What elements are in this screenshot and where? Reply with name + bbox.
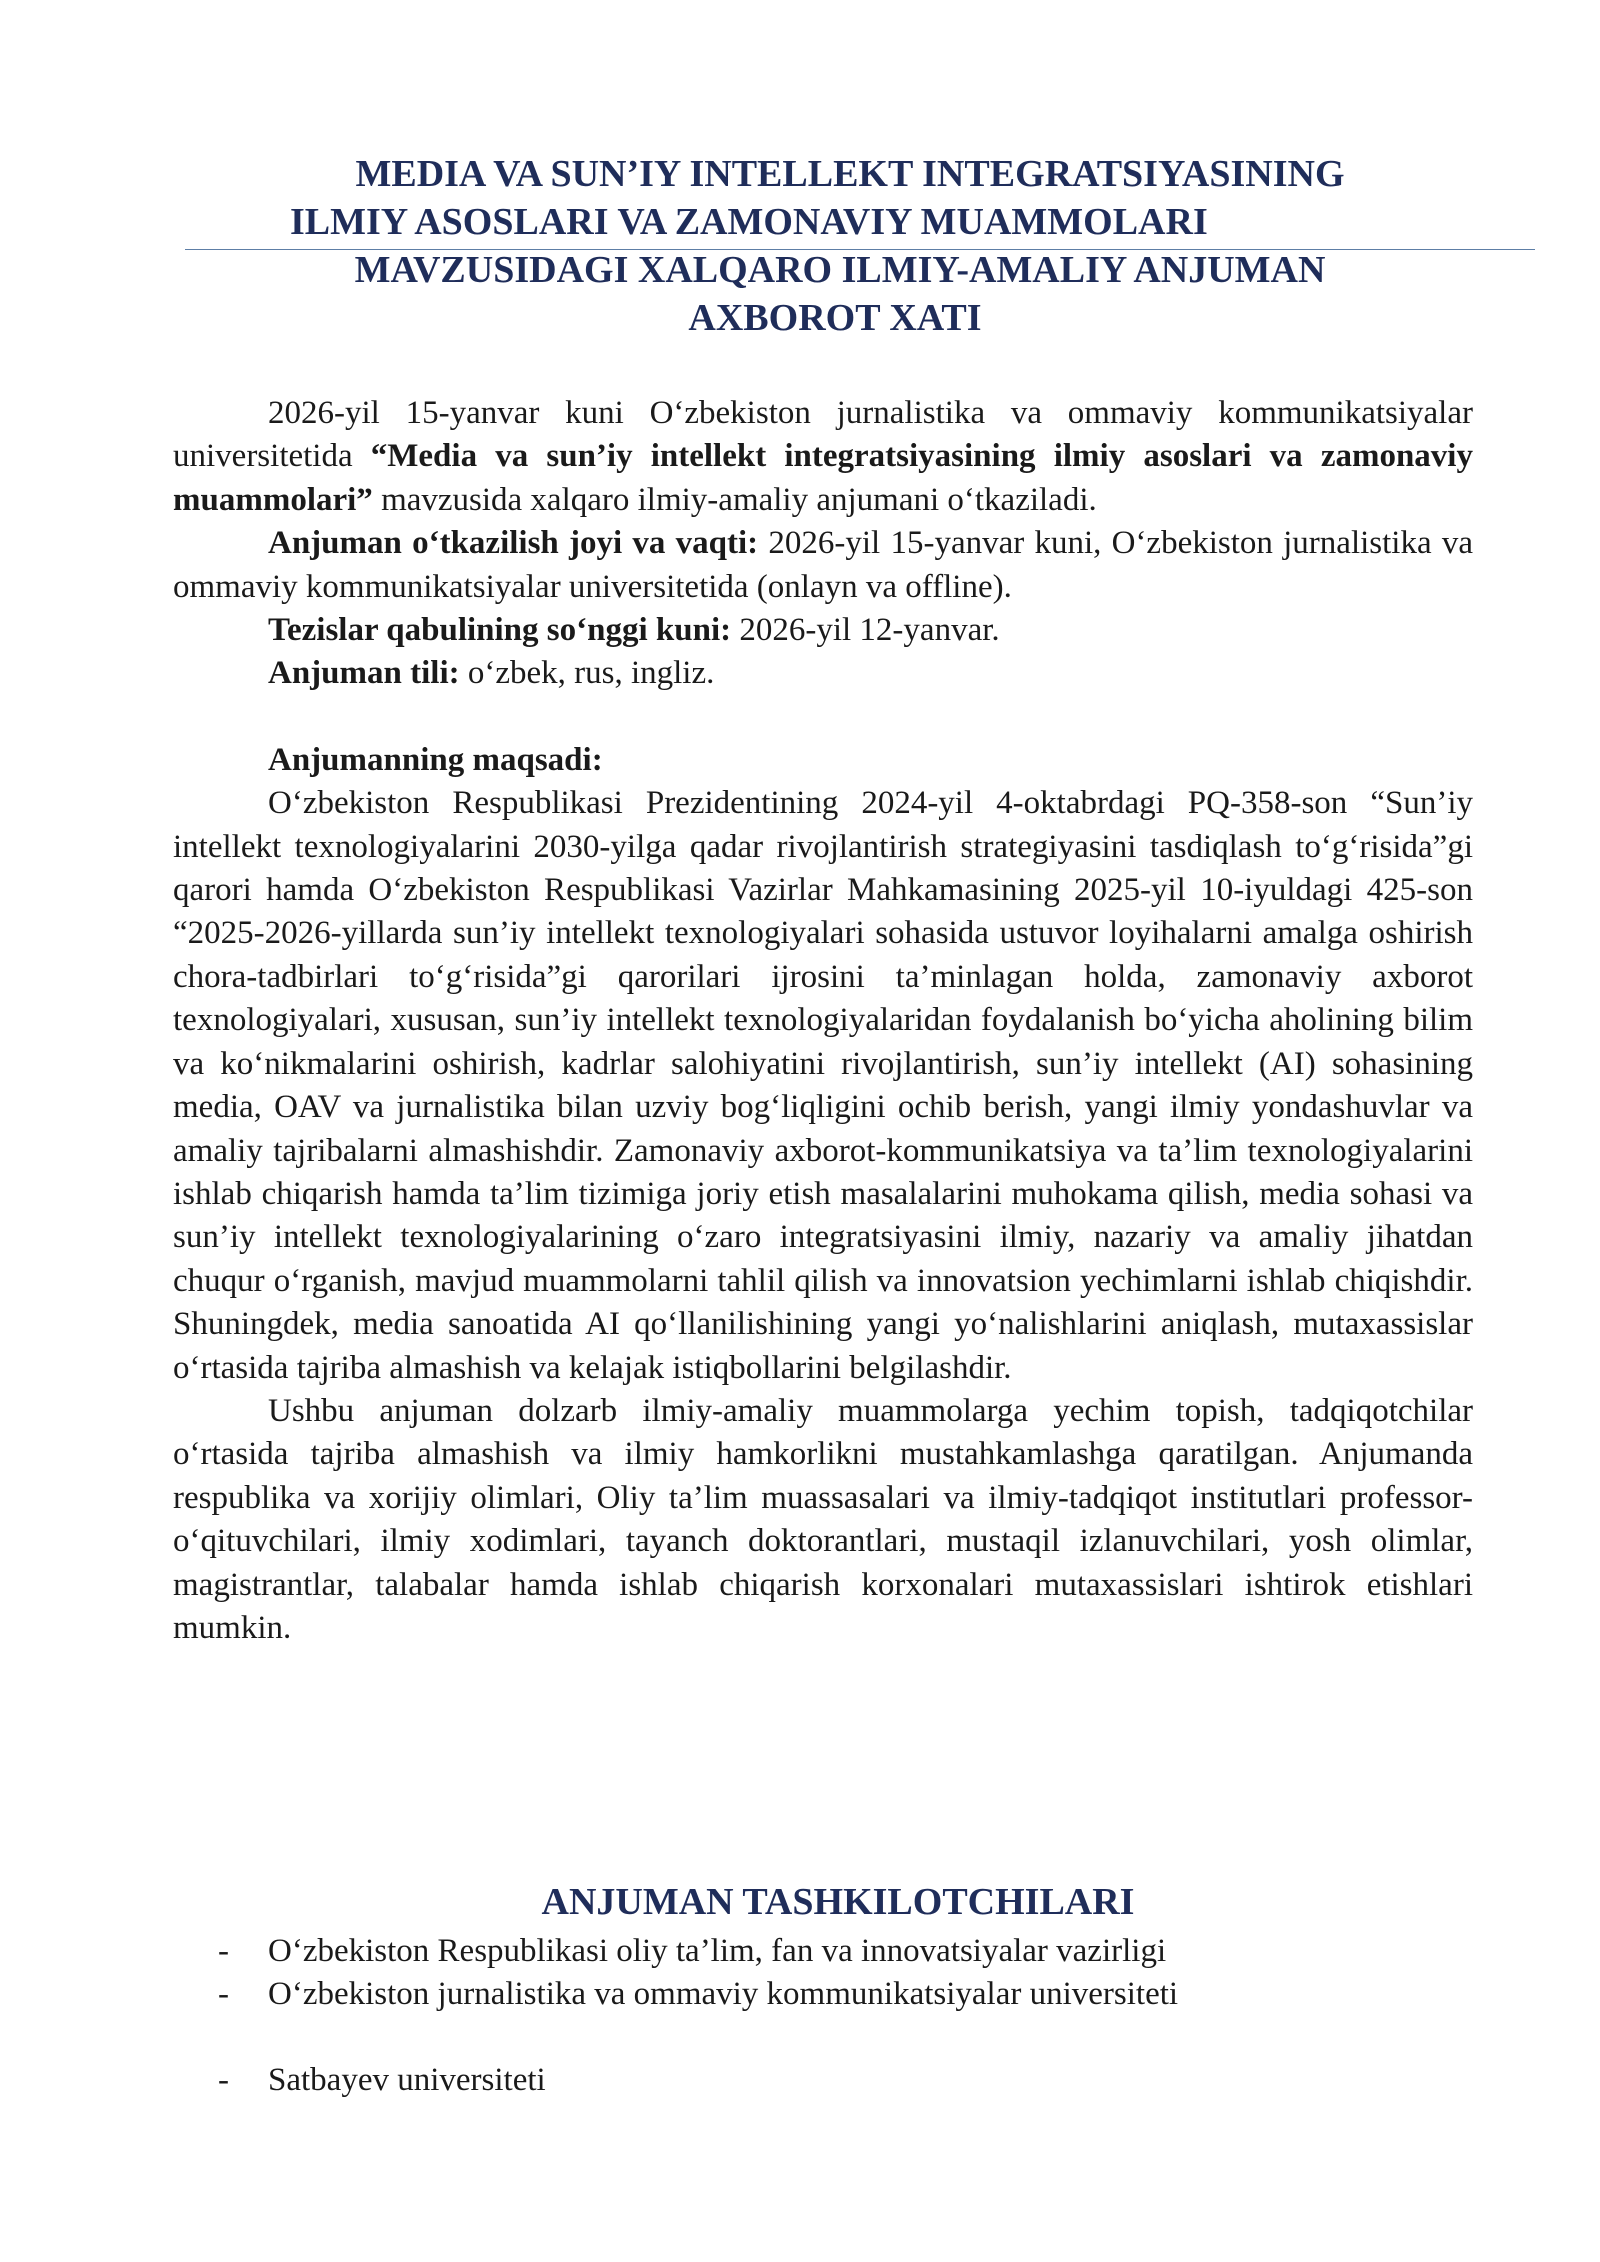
deadline-paragraph	[173, 609, 1473, 652]
title-line-4: AXBOROT XATI	[688, 297, 982, 339]
title-divider	[185, 249, 1535, 250]
title-line-3: MAVZUSIDAGI XALQARO ILMIY-AMALIY ANJUMAN	[354, 249, 1326, 291]
purpose-paragraph-1: O‘zbekiston Respublikasi Prezidentining 2024-yil 4-oktabrdagi PQ-358-son “Sun’iy intellekt texnologiyalarini 2030-yilga qadar rivojlantirish strategiyasini tasdiqlash to‘g‘risida”gi qarori hamda O‘zbekiston Respublikasi Vazirlar Mahkamasining 2025-yil 10-iyuldagi 425-son “2025-2026-yillarda sun’iy intellekt texnologiyalari sohasida ustuvor loyihalarni amalga oshirish chora-tadbirlari to‘g‘risida”gi qarorilari ijrosini ta’minlagan holda, zamonaviy axborot texnologiyalari, xususan, sun’iy intellekt texnologiyalaridan foydalanish bo‘yicha aholining bilim va ko‘nikmalarini oshirish, kadrlar salohiyatini rivojlantirish, sun’iy intellekt (AI) sohasining media, OAV va jurnalistika bilan uzviy bog‘liqligini ochib berish, yangi ilmiy yondashuvlar va amaliy tajribalarni almashishdir. Zamonaviy axborot-kommunikatsiya va ta’lim texnologiyalarini ishlab chiqarish hamda ta’lim tizimiga joriy etish masalalarini muhokama qilish, media sohasi va sun’iy intellekt texnologiyalarining o‘zaro integratsiyasini ilmiy, nazariy va amaliy jihatdan chuqur o‘rganish, mavjud muammolarni tahlil qilish va innovatsion yechimlarni ishlab chiqishdir. Shuningdek, media sanoatida AI qo‘llanilishining yangi yo‘nalishlarini aniqlash, mutaxassislar o‘rtasida tajriba almashish va kelajak istiqbollarini belgilashdir.	[173, 785, 1473, 1386]
language-paragraph	[173, 652, 1473, 695]
organizer-name: Satbayev universiteti	[268, 2062, 546, 2098]
intro-text-before: 2026-yil 15-yanvar kuni O‘zbekiston jurnalistika va ommaviy kommunikatsiyalar universitetida	[173, 395, 1473, 475]
venue-label: Anjuman o‘tkazilish joyi va vaqti:	[268, 525, 759, 562]
document-title	[180, 150, 1460, 342]
venue-value: 2026-yil 15-yanvar kuni, O‘zbekiston jurnalistika va ommaviy kommunikatsiyalar universitetida (onlayn va offline).	[173, 525, 1473, 605]
list-item	[218, 1930, 1458, 1973]
venue-paragraph	[173, 522, 1473, 609]
spacer	[173, 696, 1473, 739]
purpose-heading	[173, 739, 1473, 782]
intro-bold-title: “Media va sun’iy intellekt integratsiyasining ilmiy asoslari va zamonaviy muammolari”	[173, 438, 1473, 518]
language-label: Anjuman tili:	[268, 655, 460, 692]
organizers-list	[218, 1930, 1458, 2102]
list-bullet: -	[218, 2062, 229, 2098]
list-item	[218, 2059, 1458, 2102]
language-value: o‘zbek, rus, ingliz.	[459, 655, 715, 692]
list-bullet: -	[218, 1933, 229, 1969]
list-item	[218, 1973, 1458, 2016]
organizer-name: O‘zbekiston Respublikasi oliy ta’lim, fan va innovatsiyalar vazirligi	[268, 1933, 1167, 1969]
title-line-1: MEDIA VA SUN’IY INTELLEKT INTEGRATSIYASINING	[355, 153, 1345, 195]
organizers-heading: ANJUMAN TASHKILOTCHILARI	[541, 1881, 1135, 1923]
organizer-name: O‘zbekiston jurnalistika va ommaviy kommunikatsiyalar universiteti	[268, 1976, 1179, 2012]
purpose-paragraph-2: Ushbu anjuman dolzarb ilmiy-amaliy muammolarga yechim topish, tadqiqotchilar o‘rtasida tajriba almashish va ilmiy hamkorlikni mustahkamlashga qaratilgan. Anjumanda respublika va xorijiy olimlari, Oliy ta’lim muassasalari va ilmiy-tadqiqot institutlari professor-o‘qituvchilari, ilmiy xodimlari, tayanch doktorantlari, mustaqil izlanuvchilari, yosh olimlar, magistrantlar, talabalar hamda ishlab chiqarish korxonalari mutaxassislari ishtirok etishlari mumkin.	[173, 1392, 1473, 1646]
document-body	[173, 392, 1473, 1650]
intro-text-after: mavzusida xalqaro ilmiy-amaliy anjumani o‘tkaziladi.	[372, 481, 1097, 518]
deadline-label: Tezislar qabulining so‘nggi kuni:	[268, 612, 732, 649]
title-line-2: ILMIY ASOSLARI VA ZAMONAVIY MUAMMOLARI	[290, 201, 1208, 243]
deadline-value: 2026-yil 12-yanvar.	[731, 612, 1000, 649]
intro-paragraph	[173, 392, 1473, 522]
purpose-heading-text: Anjumanning maqsadi:	[268, 741, 603, 778]
list-bullet: -	[218, 1976, 229, 2012]
